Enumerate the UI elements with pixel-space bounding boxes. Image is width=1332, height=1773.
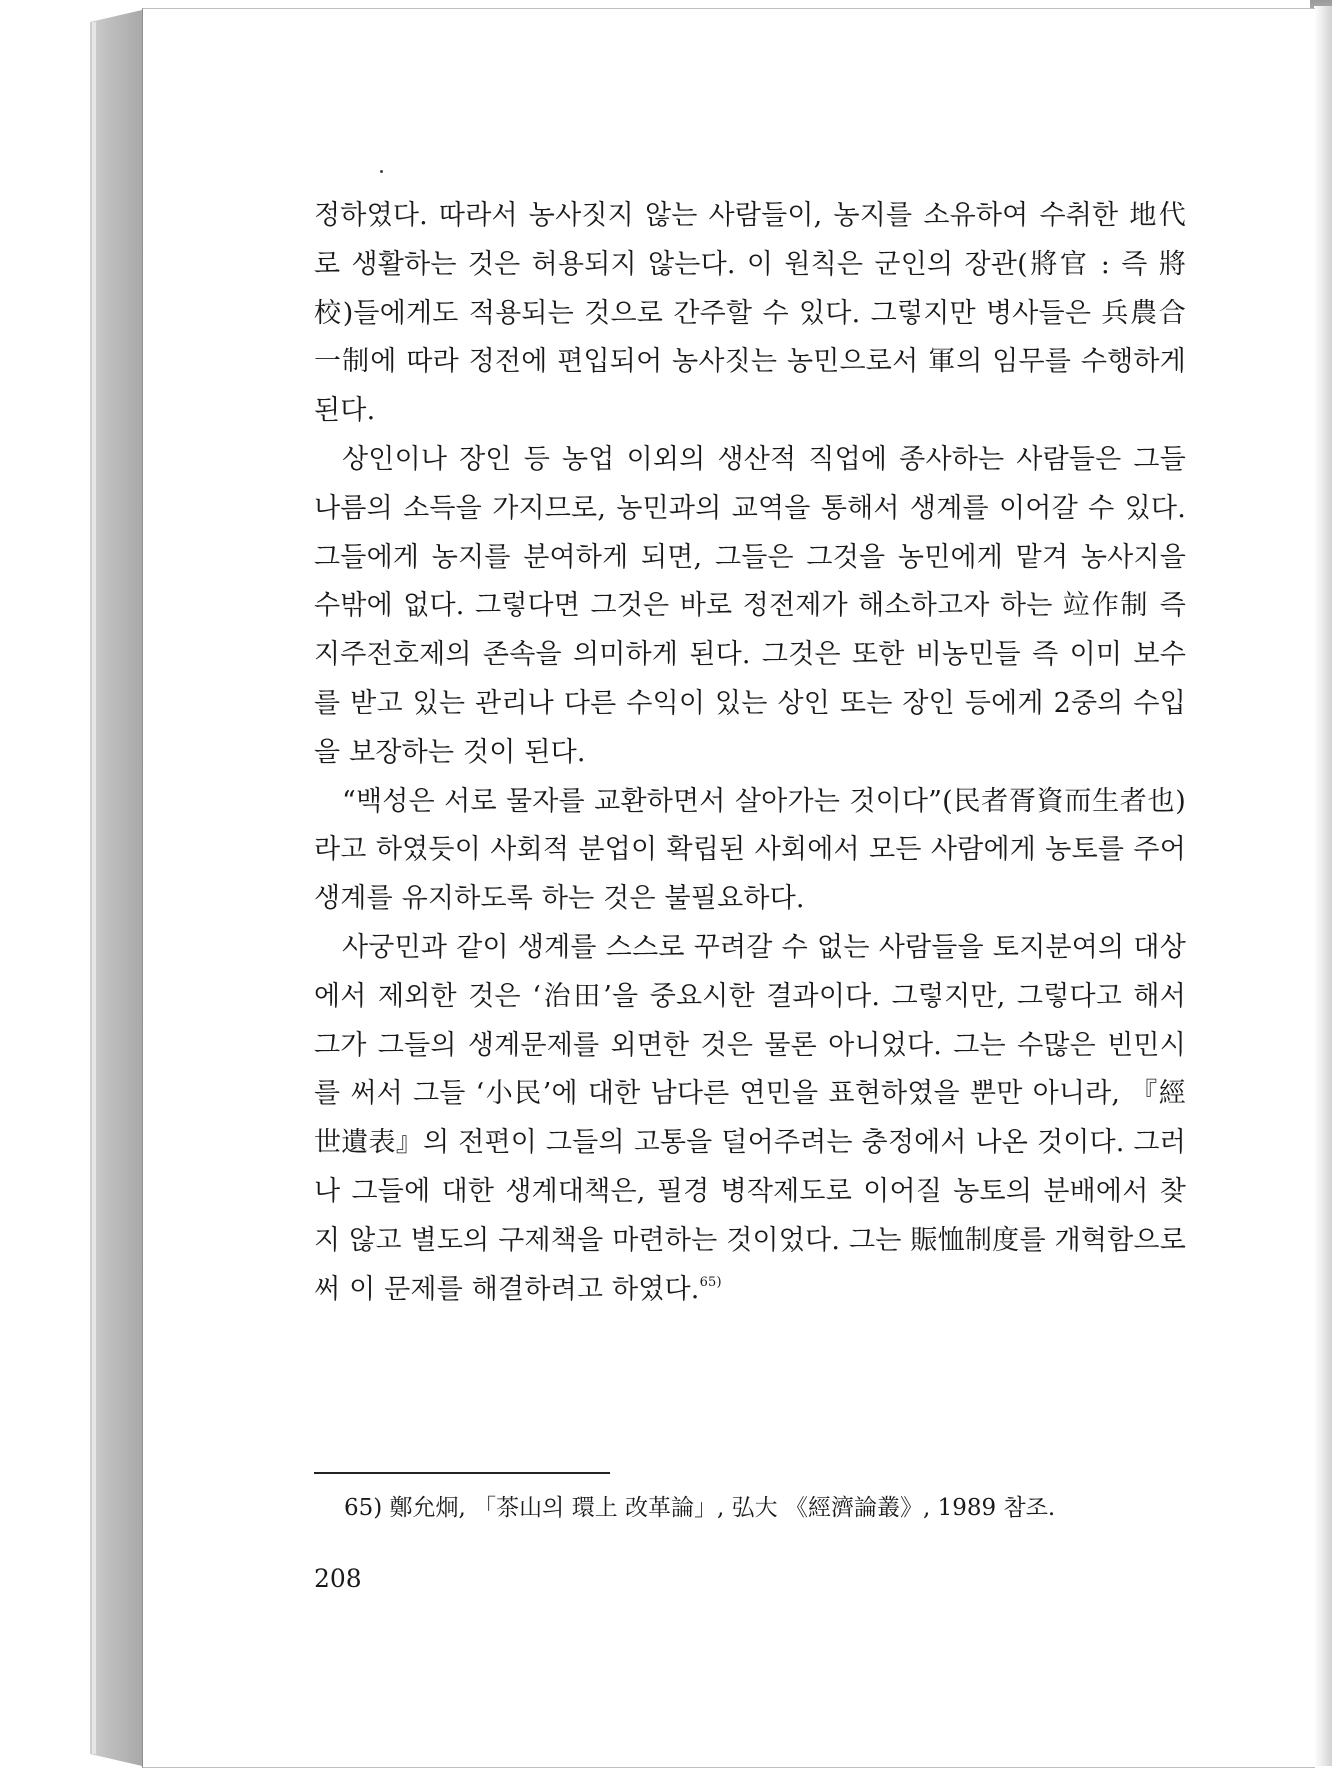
book-spine: [90, 10, 142, 1766]
paragraph-1: 정하였다. 따라서 농사짓지 않는 사람들이, 농지를 소유하여 수취한 地代로 생활하는 것은 허용되지 않는다. 이 원칙은 군인의 장관(將官 : 즉 將校)들에게도 적용되는 것으로 간주할 수 있다. 그렇지만 병사들은 兵農合一制에 따라 정전에 편입되어 농사짓는 농민으로서 軍의 임무를 수행하게 된다.: [314, 200, 1186, 427]
paragraph-4-text: 사궁민과 같이 생계를 스스로 꾸려갈 수 없는 사람들을 토지분여의 대상에서 제외한 것은 ‘治田’을 중요시한 결과이다. 그렇지만, 그렇다고 해서 그가 그들의 생계문제를 외면한 것은 물론 아니었다. 그는 수많은 빈민시를 써서 그들 ‘小民’에 대한 남다른 연민을 표현하였을 뿐만 아니라, 『經世遺表』의 전편이 그들의 고통을 덜어주려는 충정에서 나온 것이다. 그러나 그들에 대한 생계대책은, 필경 병작제도로 이어질 농토의 분배에서 찾지 않고 별도의 구제책을 마련하는 것이었다. 그는 賑恤制度를 개혁함으로써 이 문제를 해결하려고 하였다.: [314, 931, 1186, 1305]
footnote-reference: 65): [699, 1274, 722, 1290]
book-right-edge: [1314, 6, 1332, 1766]
footnote-divider: [314, 1472, 610, 1474]
paragraph-2: 상인이나 장인 등 농업 이외의 생산적 직업에 종사하는 사람들은 그들 나름의 소득을 가지므로, 농민과의 교역을 통해서 생계를 이어갈 수 있다. 그들에게 농지를 분여하게 되면, 그들은 그것을 농민에게 맡겨 농사지을 수밖에 없다. 그렇다면 그것은 바로 정전제가 해소하고자 하는 竝作制 즉 지주전호제의 존속을 의미하게 된다. 그것은 또한 비농민들 즉 이미 보수를 받고 있는 관리나 다른 수익이 있는 상인 또는 장인 등에게 2중의 수입을 보장하는 것이 된다.: [314, 443, 1186, 768]
spine-highlight: [92, 22, 96, 1754]
speck-mark: [380, 170, 383, 173]
paragraph-4: [314, 924, 1186, 1314]
footnote: 65) 鄭允炯, 「茶山의 環上 改革論」, 弘大 《經濟論叢》, 1989 참조.: [344, 1495, 1056, 1521]
page-number: 208: [314, 1564, 362, 1593]
body-text: [314, 192, 1186, 1314]
paragraph-3: “백성은 서로 물자를 교환하면서 살아가는 것이다”(民者胥資而生者也)라고 하였듯이 사회적 분업이 확립된 사회에서 모든 사람에게 농토를 주어 생계를 유지하도록 하는 것은 불필요하다.: [314, 785, 1186, 915]
